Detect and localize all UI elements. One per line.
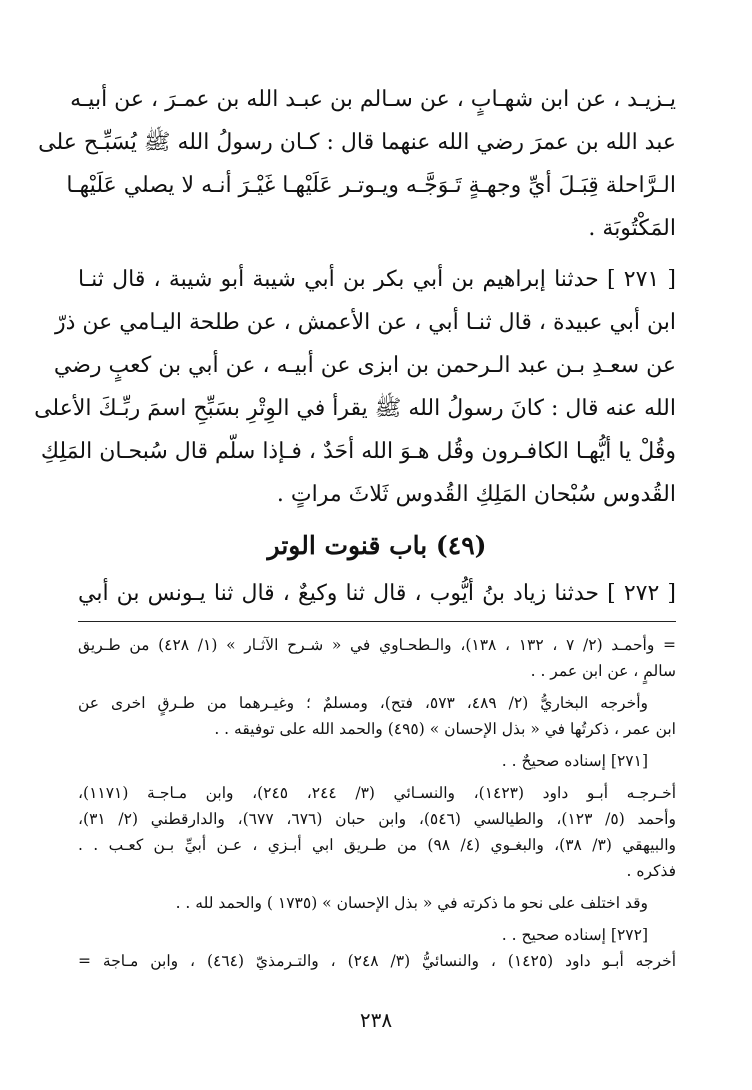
footnote-line: والبيهقي (٣/ ٣٨)، والبغـوي (٤/ ٩٨) من طـريق ابي أبـزي ، عـن أبيِّ بـن كعـب . . [78, 836, 676, 854]
text-line: عن سعـدِ بـن عبد الـرحمن بن ابزى عن أبيـه ، عن أبي بن كعبٍ رضي [53, 353, 676, 378]
text-line: يـزيـد ، عن ابن شهـابٍ ، عن سـالم بن عبـد الله بن عمـرَ ، عن أبيـه [70, 87, 676, 112]
text-line: المَكْتُوبَة . [588, 216, 676, 241]
footnote-block [78, 632, 676, 684]
footnote-line: وأحمد (٥/ ١٢٣)، والطيالسي (٥٤٦)، وابن حبان (٦٧٦، ٦٧٧)، والدارقطني (٢/ ٣١)، [78, 810, 676, 828]
page-body [34, 78, 677, 974]
footnote-line: [٢٧٢] إسناده صحيح . . [501, 926, 648, 944]
footnote-block [78, 948, 676, 974]
footnote-block [78, 748, 676, 774]
footnote-line: سالمٍ ، عن ابن عمر . . [530, 662, 676, 680]
footnote-line: = وأحمـد (٢/ ٧ ، ١٣٢ ، ١٣٨)، والـطحـاوي في « شـرح الآثـار » (١/ ٤٢٨) من طـريق [78, 636, 676, 654]
footnote-line: أخرجه أبـو داود (١٤٢٥) ، والنسائيُّ (٣/ ٢٤٨) ، والتـرمذيّ (٤٦٤) ، وابن مـاجة = [78, 952, 676, 970]
footnote-line: وأخرجه البخاريُّ (٢/ ٤٨٩، ٥٧٣، فتح)، ومسلمٌ ؛ وغيـرهما من طـرقٍ اخرى عن [78, 694, 648, 712]
page-number: ٢٣٨ [359, 1008, 393, 1032]
footnote-block [78, 690, 676, 742]
hadith-paragraph-271 [34, 258, 677, 516]
footnote-block [78, 780, 676, 884]
footnote-line: [٢٧١] إسناده صحيحٌ . . [501, 752, 648, 770]
text-line: الـرَّاحلة قِبَـلَ أيِّ وجهـةٍ تَـوَجَّـه ويـوتـر عَلَيْهـا غَيْـرَ أنـه لا يصلي عَلَيْهـا [66, 173, 676, 198]
footnote-line: فذكره . [626, 862, 676, 880]
hadith-paragraph-272 [78, 572, 676, 615]
footnote-line: أخـرجـه أبـو داود (١٤٢٣)، والنسـائي (٣/ ٢٤٤، ٢٤٥)، وابن مـاجـة (١١٧١)، [78, 784, 677, 802]
footnote-block [78, 890, 676, 916]
footnotes [78, 632, 676, 974]
text-line: القُدوس سُبْحان المَلِكِ القُدوس ثَلاثَ مراتٍ . [276, 482, 676, 507]
footnote-divider [78, 621, 676, 622]
text-line: الله عنه قال : كانَ رسولُ الله ﷺ يقرأ في الوِتْرِ بسَبِّحِ اسمَ ربِّـكَ الأعلى [34, 396, 676, 421]
footnote-block [78, 922, 676, 948]
chapter-heading: (٤٩) باب قنوت الوتر [267, 531, 487, 560]
footnote-line: وقد اختلف على نحو ما ذكرته في « بذل الإحسان » (١٧٣٥ ) والحمد لله . . [175, 894, 648, 912]
text-line: [ ٢٧١ ] حدثنا إبراهيم بن أبي بكر بن أبي شيبة أبو شيبة ، قال ثنـا [78, 267, 677, 292]
hadith-paragraph-1 [38, 78, 676, 250]
footnote-line: ابن عمر ، ذكرتُها في « بذل الإحسان » (٤٩٥) والحمد الله على توفيقه . . [214, 720, 676, 738]
text-line: عبد الله بن عمرَ رضي الله عنهما قال : كـان رسولُ الله ﷺ يُسَبِّـح على [38, 130, 676, 155]
text-line: [ ٢٧٢ ] حدثنا زياد بنُ أيُّوب ، قال ثنا وكيعٌ ، قال ثنا يـونس بن أبي [78, 581, 676, 606]
text-line: ابن أبي عبيدة ، قال ثنـا أبي ، عن الأعمش ، عن طلحة اليـامي عن ذرّ [54, 310, 676, 335]
text-line: وقُلْ يا أيُّهـا الكافـرون وقُل هـوَ الله أحَدٌ ، فـإذا سلّم قال سُبحـان المَلِكِ [40, 439, 676, 464]
